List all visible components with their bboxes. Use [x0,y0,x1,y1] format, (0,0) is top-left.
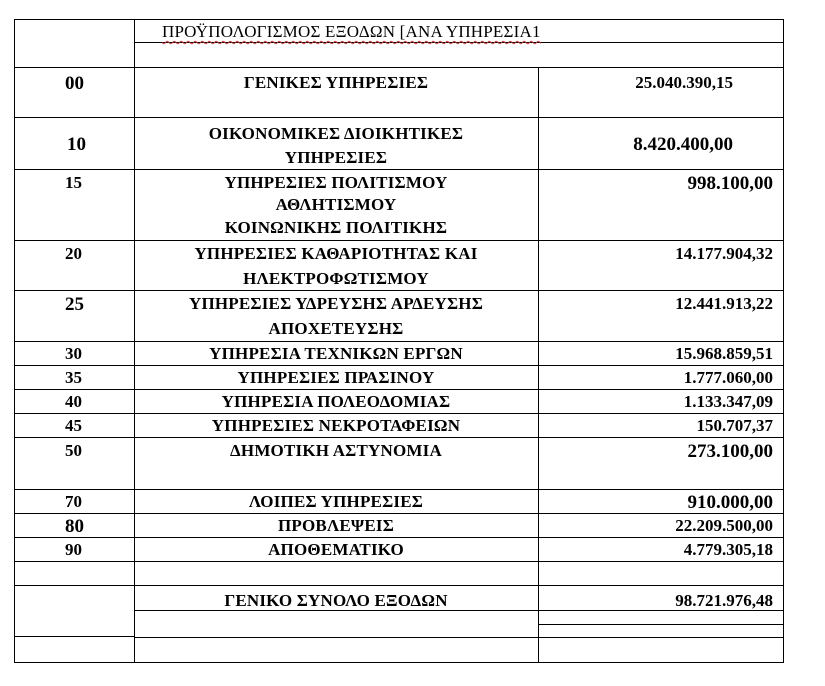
rule [14,169,784,170]
row-amount: 12.441.913,22 [675,294,773,313]
row-label: ΥΠΗΡΕΣΙΕΣ ΝΕΚΡΟΤΑΦΕΙΩΝ [211,416,461,435]
rule [14,389,784,390]
rule [14,513,784,514]
row-code: 20 [65,244,82,263]
rule [134,42,784,43]
row-label: ΗΛΕΚΤΡΟΦΩΤΙΣΜΟΥ [243,269,429,288]
rule [14,636,134,637]
rule [14,489,784,490]
row-amount: 1.777.060,00 [683,368,773,387]
rule [14,413,784,414]
rule [14,117,784,118]
row-label: ΥΠΗΡΕΣΙΕΣ ΠΟΛΙΤΙΣΜΟΥ [224,173,448,192]
table-title: ΠΡΟΫΠΟΛΟΓΙΣΜΟΣ ΕΞΟΔΩΝ [ΑΝΑ ΥΠΗΡΕΣΙΑ1 [162,22,541,41]
row-code: 70 [65,492,82,511]
row-code: 45 [65,416,82,435]
row-amount: 4.779.305,18 [683,540,773,559]
row-label: ΚΟΙΝΩΝΙΚΗΣ ΠΟΛΙΤΙΚΗΣ [224,218,448,237]
rule [783,19,784,663]
row-amount: 150.707,37 [696,416,773,435]
row-label: ΥΠΗΡΕΣΙΕΣ ΚΑΘΑΡΙΟΤΗΤΑΣ ΚΑΙ [194,244,478,263]
row-label: ΔΗΜΟΤΙΚΗ ΑΣΤΥΝΟΜΙΑ [230,441,442,460]
row-label: ΛΟΙΠΕΣ ΥΠΗΡΕΣΙΕΣ [248,492,424,511]
rule [14,240,784,241]
row-amount: 1.133.347,09 [683,392,773,411]
row-label: ΑΘΛΗΤΙΣΜΟΥ [275,195,397,214]
rule [14,19,784,20]
rule [14,537,784,538]
row-amount: 273.100,00 [687,441,773,462]
row-label: ΠΡΟΒΛΕΨΕΙΣ [277,516,395,535]
row-label: ΥΠΗΡΕΣΙΑ ΠΟΛΕΟΔΟΜΙΑΣ [221,392,451,411]
row-code: 35 [65,368,82,387]
row-amount: 15.968.859,51 [675,344,773,363]
row-amount: 998.100,00 [687,173,773,194]
row-code: 40 [65,392,82,411]
rule [134,19,135,663]
row-code: 10 [67,134,86,155]
row-label: ΑΠΟΧΕΤΕΥΣΗΣ [268,319,404,338]
row-code: 15 [65,173,82,192]
rule [14,67,784,68]
rule [14,341,784,342]
row-amount: 22.209.500,00 [675,516,773,535]
row-code: 25 [65,294,84,315]
row-code: 30 [65,344,82,363]
rule [134,637,784,638]
row-label: ΥΠΗΡΕΣΙΕΣ ΥΔΡΕΥΣΗΣ ΑΡΔΕΥΣΗΣ [188,294,484,313]
row-code: 00 [65,73,84,94]
row-code: 50 [65,441,82,460]
total-amount: 98.721.976,48 [675,591,773,610]
total-label: ΓΕΝΙΚΟ ΣΥΝΟΛΟ ΕΞΟΔΩΝ [224,591,448,610]
rule [14,290,784,291]
rule [538,624,784,625]
row-label: ΥΠΗΡΕΣΙΑ ΤΕΧΝΙΚΩΝ ΕΡΓΩΝ [209,344,463,363]
row-amount: 910.000,00 [687,492,773,513]
row-amount: 25.040.390,15 [635,73,733,92]
rule [14,585,784,586]
row-label: ΥΠΗΡΕΣΙΕΣ ΠΡΑΣΙΝΟΥ [237,368,435,387]
row-label: ΓΕΝΙΚΕΣ ΥΠΗΡΕΣΙΕΣ [243,73,429,92]
rule [14,437,784,438]
rule [538,67,539,663]
row-label: ΑΠΟΘΕΜΑΤΙΚΟ [268,540,404,559]
row-code: 80 [65,516,84,537]
rule [134,610,784,611]
row-code: 90 [65,540,82,559]
row-label: ΟΙΚΟΝΟΜΙΚΕΣ ΔΙΟΙΚΗΤΙΚΕΣ [208,124,464,143]
rule [14,662,784,663]
row-amount: 8.420.400,00 [633,134,733,155]
rule [14,561,784,562]
row-amount: 14.177.904,32 [675,244,773,263]
rule [14,19,15,663]
rule [14,365,784,366]
row-label: ΥΠΗΡΕΣΙΕΣ [284,148,388,167]
